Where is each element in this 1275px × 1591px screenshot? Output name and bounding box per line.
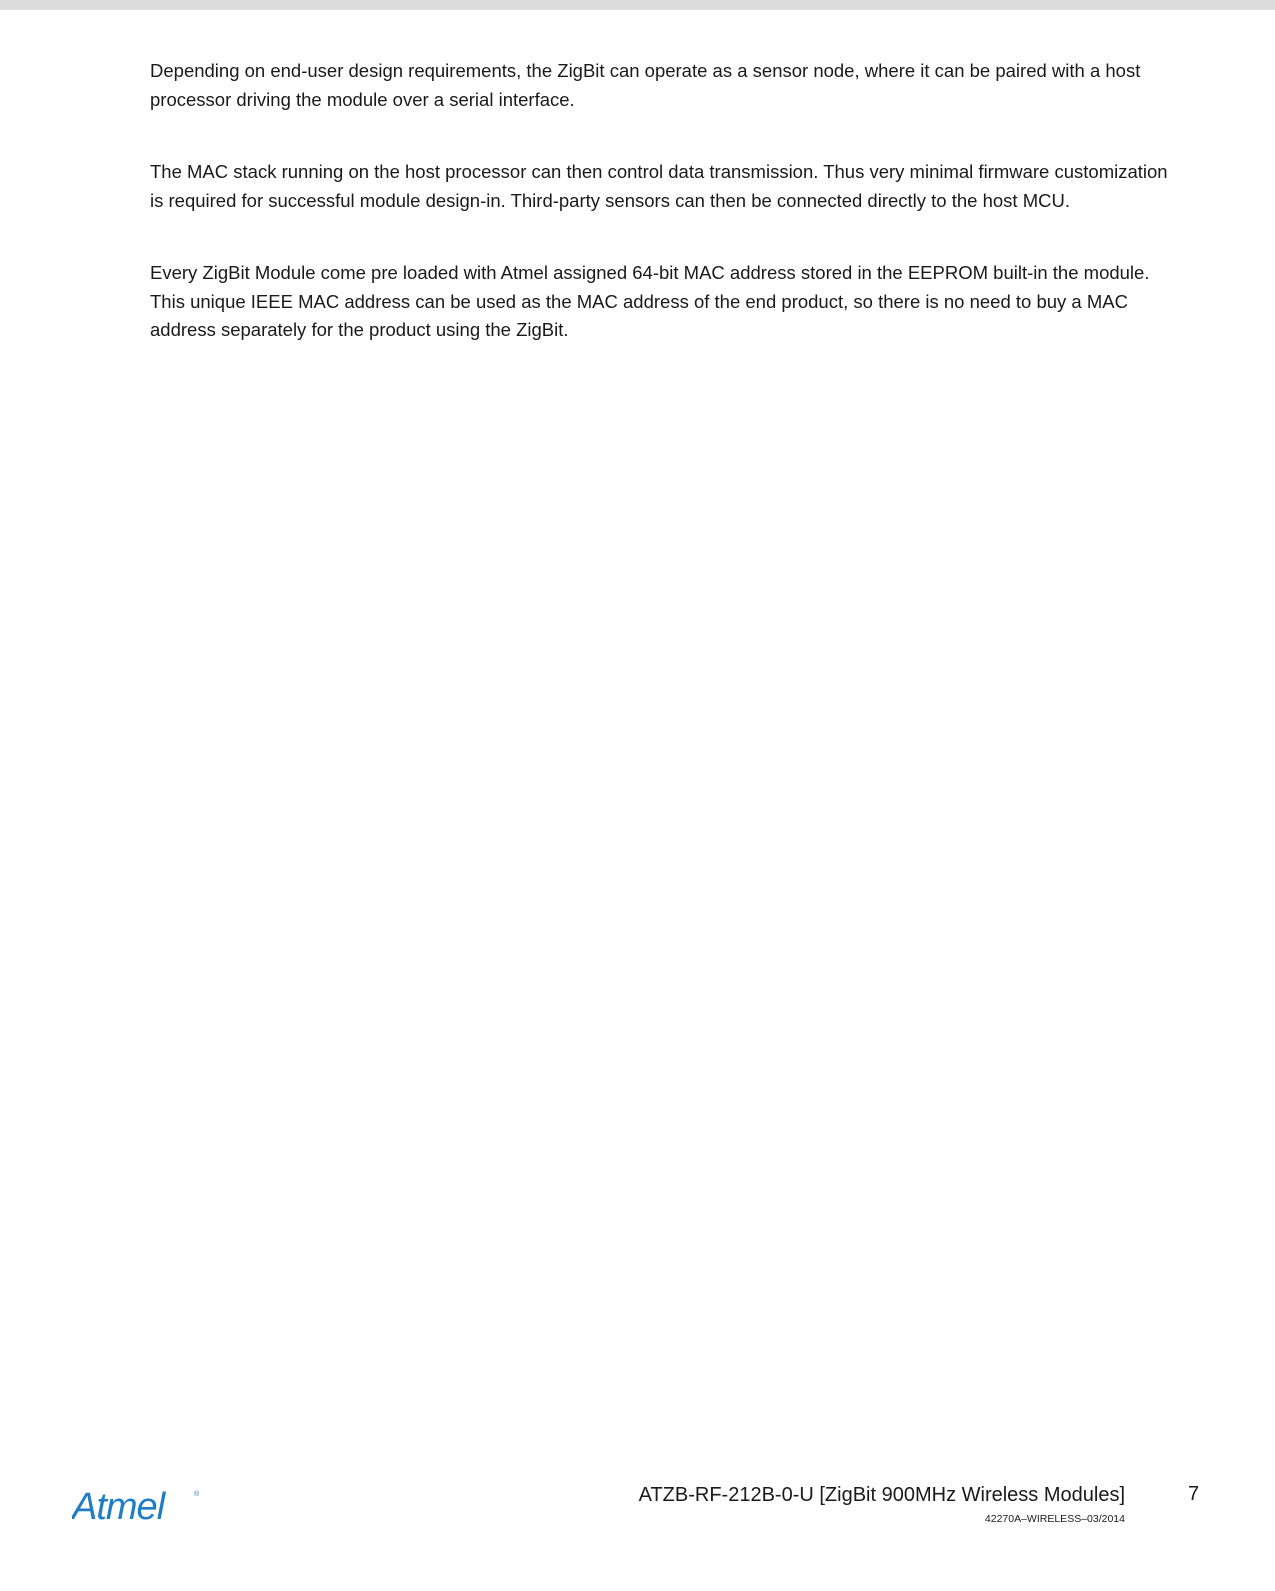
paragraph-mac-address: Every ZigBit Module come pre loaded with Atmel assigned 64-bit MAC address stored in the EEPROM built-in the module. This unique IEEE MAC address can be used as the MAC address of the end product, so there is no need to buy a MAC address separately for the product using the ZigBit. bbox=[150, 262, 1150, 340]
atmel-logo-wordmark: Atmel bbox=[72, 1487, 165, 1525]
paragraph-mac-stack: The MAC stack running on the host processor can then control data transmission. Thus very minimal firmware customization is required for successful module design-in. Third-party sensors can then be connected directly to the host MCU. bbox=[150, 161, 1168, 211]
document-title: ATZB-RF-212B-0-U [ZigBit 900MHz Wireless Modules] bbox=[638, 1484, 1125, 1506]
atmel-logo bbox=[72, 1487, 202, 1525]
document-code: 42270A–WIRELESS–03/2014 bbox=[984, 1513, 1125, 1525]
document-body bbox=[150, 57, 1170, 345]
registered-mark-icon: ® bbox=[194, 1491, 200, 1498]
atmel-logo-icon bbox=[72, 1487, 202, 1525]
page-number: 7 bbox=[1188, 1483, 1200, 1505]
paragraph-serial-interface: Depending on end-user design requirements, the ZigBit can operate as a sensor node, where it can be paired with a host processor driving the module over a serial interface. bbox=[150, 60, 1141, 110]
top-divider-strip bbox=[0, 0, 1275, 10]
